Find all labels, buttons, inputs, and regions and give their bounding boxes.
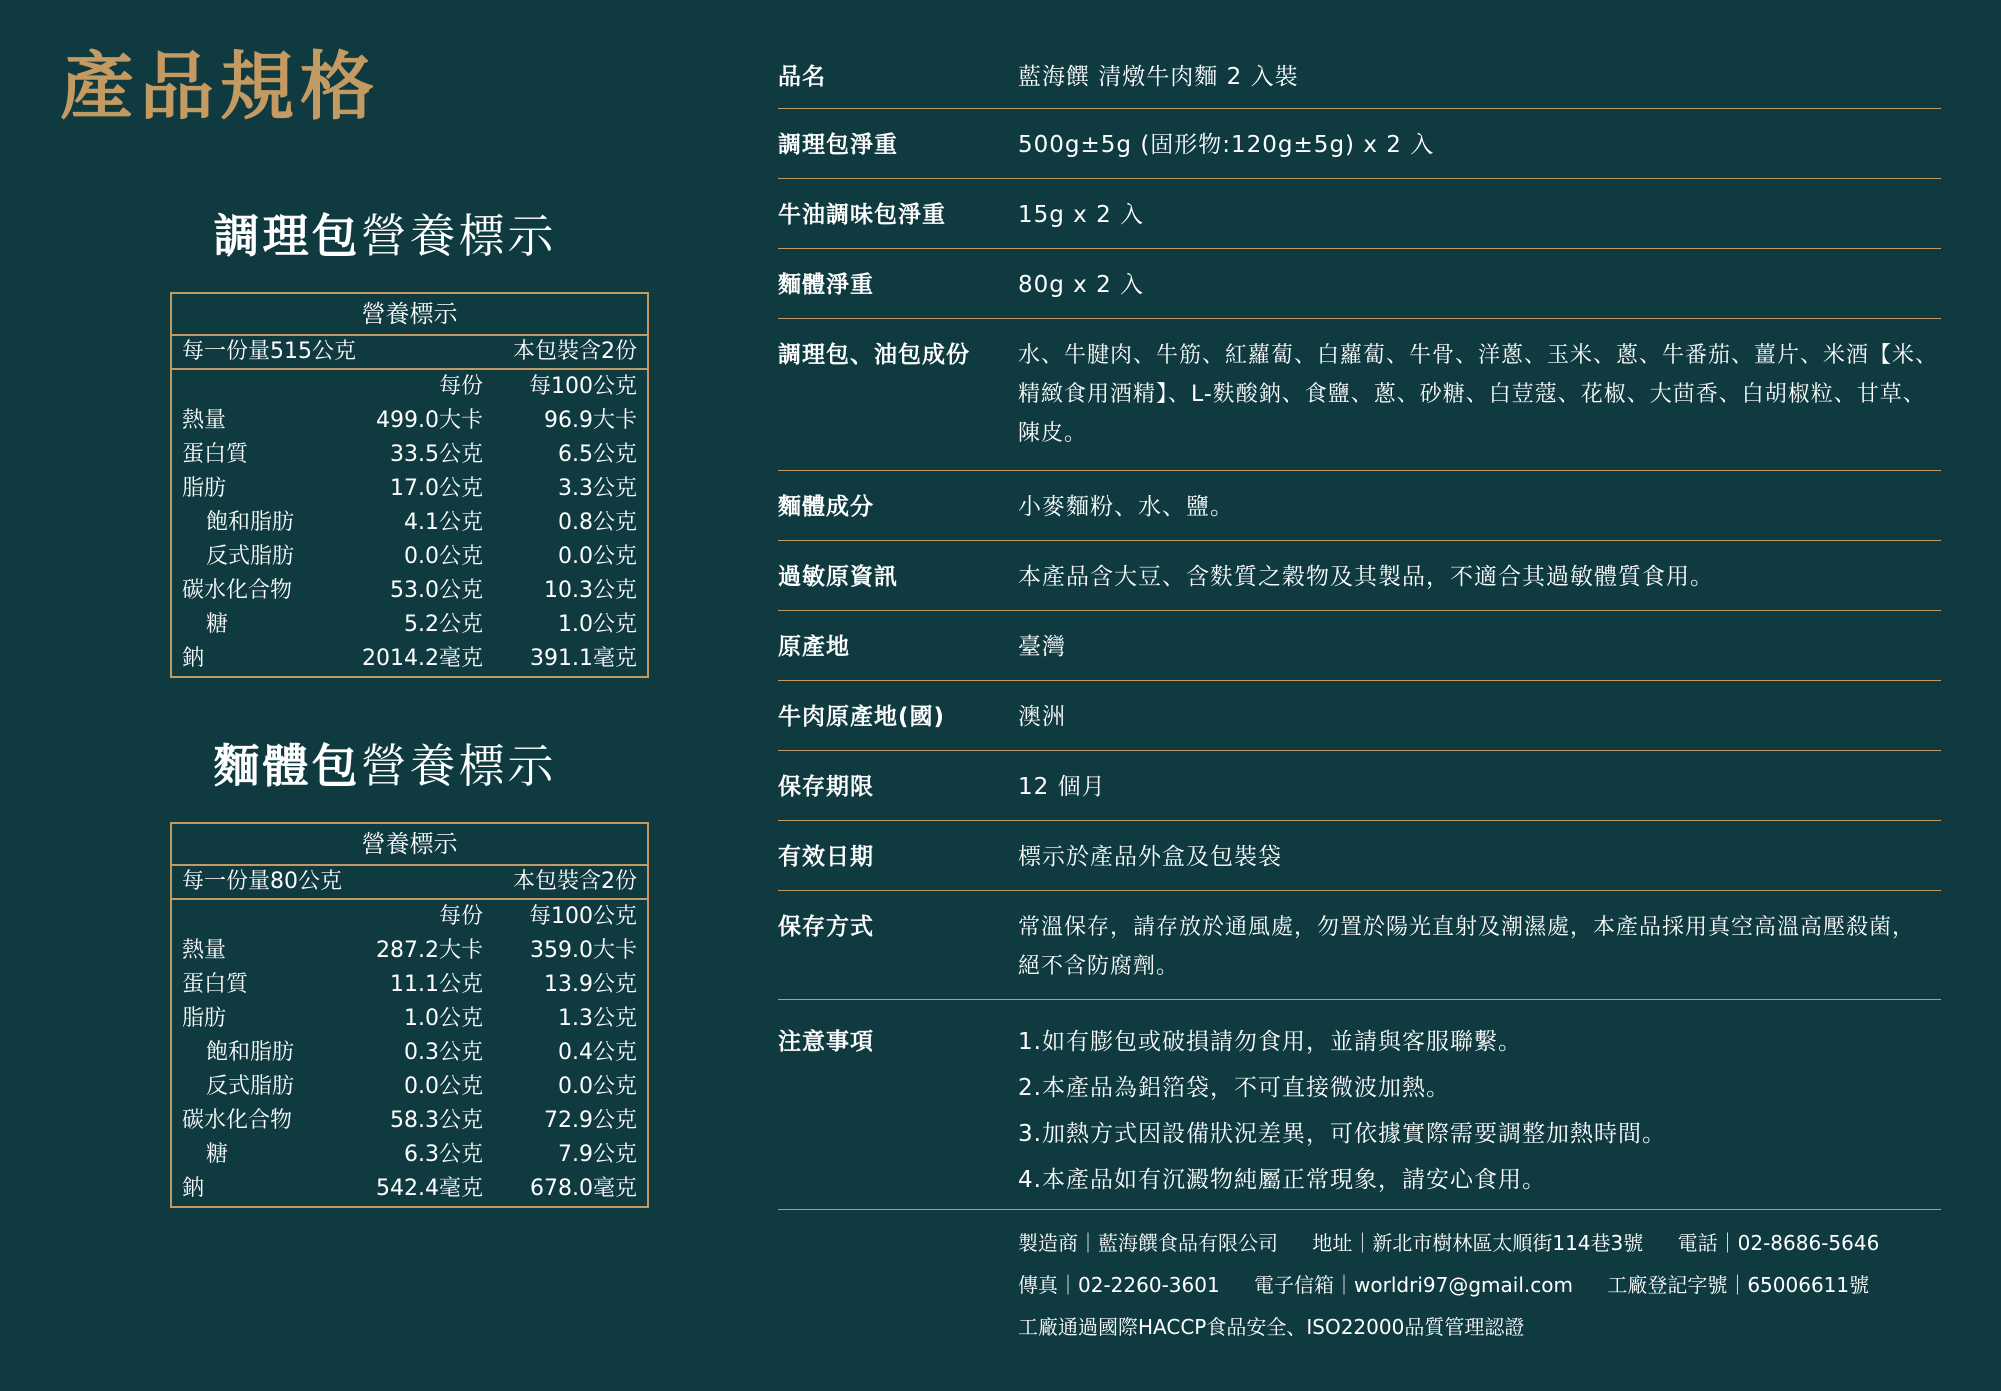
col-per-serving: 每份 <box>438 374 483 399</box>
manufacturer-footer <box>1018 1222 1948 1348</box>
noodle-nutrition-table <box>170 822 649 1208</box>
nutrient-row: 飽和脂肪 4.1公克 0.8公克 <box>206 510 637 535</box>
phone: 電話｜02-8686-5646 <box>1677 1231 1880 1255</box>
certification: 工廠通過國際HACCP食品安全、ISO22000品質管理認證 <box>1018 1315 1525 1339</box>
address: 地址｜新北市樹林區太順街114巷3號 <box>1312 1231 1644 1255</box>
serving-info <box>172 336 647 370</box>
spec-row-shelf-life: 保存期限 12 個月 <box>778 751 1941 821</box>
nutrient-row: 熱量 499.0大卡 96.9大卡 <box>182 408 637 433</box>
sauce-nutrition-heading: 調理包營養標示 <box>213 209 557 263</box>
email: 電子信箱｜worldri97@gmail.com <box>1254 1273 1573 1297</box>
nutrition-table-title: 營養標示 <box>172 294 647 336</box>
serving-size: 每一份量80公克 <box>182 869 342 894</box>
servings-per-pack: 本包裝含2份 <box>513 869 637 894</box>
nutrient-row: 碳水化合物 58.3公克 72.9公克 <box>182 1108 637 1133</box>
spec-row-ingredients: 調理包、油包成份 水、牛腱肉、牛筋、紅蘿蔔、白蘿蔔、牛骨、洋蔥、玉米、蔥、牛番茄、薑片、米酒【米、 精緻食用酒精】、L-麩酸鈉、食鹽、蔥、砂糖、白荳蔻、花椒、大茴香、白胡椒粒、甘草、 陳皮。 <box>778 319 1941 471</box>
nutrient-row: 脂肪 17.0公克 3.3公克 <box>182 476 637 501</box>
nutrient-row: 糖 6.3公克 7.9公克 <box>206 1142 637 1167</box>
spec-table <box>778 48 1941 1210</box>
spec-row-beef-origin: 牛肉原產地(國) 澳洲 <box>778 681 1941 751</box>
sauce-nutrition-table <box>170 292 649 678</box>
spec-row-origin: 原產地 臺灣 <box>778 611 1941 681</box>
nutrient-row: 鈉 2014.2毫克 391.1毫克 <box>182 646 637 671</box>
serving-size: 每一份量515公克 <box>182 339 356 364</box>
nutrient-row: 蛋白質 33.5公克 6.5公克 <box>182 442 637 467</box>
spec-row-oil-weight: 牛油調味包淨重 15g x 2 入 <box>778 179 1941 249</box>
nutrient-row: 反式脂肪 0.0公克 0.0公克 <box>206 1074 637 1099</box>
page-title: 產品規格 <box>60 44 380 130</box>
servings-per-pack: 本包裝含2份 <box>513 339 637 364</box>
spec-row-noodle-ingredients: 麵體成分 小麥麵粉、水、鹽。 <box>778 471 1941 541</box>
col-per-100g: 每100公克 <box>529 374 637 399</box>
nutrient-row: 碳水化合物 53.0公克 10.3公克 <box>182 578 637 603</box>
column-header-row <box>172 370 647 404</box>
spec-row-notes: 注意事項 1.如有膨包或破損請勿食用，並請與客服聯繫。 2.本產品為鋁箔袋，不可直接微波加熱。 3.加熱方式因設備狀況差異，可依據實際需要調整加熱時間。 4.本產品如有沉澱物純屬正常現象，請安心食用。 <box>778 1000 1941 1210</box>
column-header-row <box>172 900 647 934</box>
nutrient-row: 脂肪 1.0公克 1.3公克 <box>182 1006 637 1031</box>
nutrient-row: 鈉 542.4毫克 678.0毫克 <box>182 1176 637 1201</box>
spec-row-allergen: 過敏原資訊 本產品含大豆、含麩質之穀物及其製品，不適合其過敏體質食用。 <box>778 541 1941 611</box>
nutrient-row: 飽和脂肪 0.3公克 0.4公克 <box>206 1040 637 1065</box>
nutrition-table-title: 營養標示 <box>172 824 647 866</box>
spec-row-expiry: 有效日期 標示於產品外盒及包裝袋 <box>778 821 1941 891</box>
spec-row-sauce-weight: 調理包淨重 500g±5g (固形物:120g±5g) x 2 入 <box>778 109 1941 179</box>
nutrient-row: 熱量 287.2大卡 359.0大卡 <box>182 938 637 963</box>
factory-registration: 工廠登記字號｜65006611號 <box>1607 1273 1870 1297</box>
spec-row-product-name: 品名 藍海饌 清燉牛肉麵 2 入裝 <box>778 48 1941 109</box>
col-per-serving: 每份 <box>438 904 483 929</box>
serving-info <box>172 866 647 900</box>
col-per-100g: 每100公克 <box>529 904 637 929</box>
nutrient-row: 糖 5.2公克 1.0公克 <box>206 612 637 637</box>
nutrient-row: 蛋白質 11.1公克 13.9公克 <box>182 972 637 997</box>
maker: 製造商｜藍海饌食品有限公司 <box>1018 1231 1278 1255</box>
spec-row-storage: 保存方式 常溫保存，請存放於通風處，勿置於陽光直射及潮濕處，本產品採用真空高溫高壓殺菌， 絕不含防腐劑。 <box>778 891 1941 1000</box>
spec-row-noodle-weight: 麵體淨重 80g x 2 入 <box>778 249 1941 319</box>
fax: 傳真｜02-2260-3601 <box>1018 1273 1220 1297</box>
noodle-nutrition-heading: 麵體包營養標示 <box>213 739 557 793</box>
nutrient-row: 反式脂肪 0.0公克 0.0公克 <box>206 544 637 569</box>
